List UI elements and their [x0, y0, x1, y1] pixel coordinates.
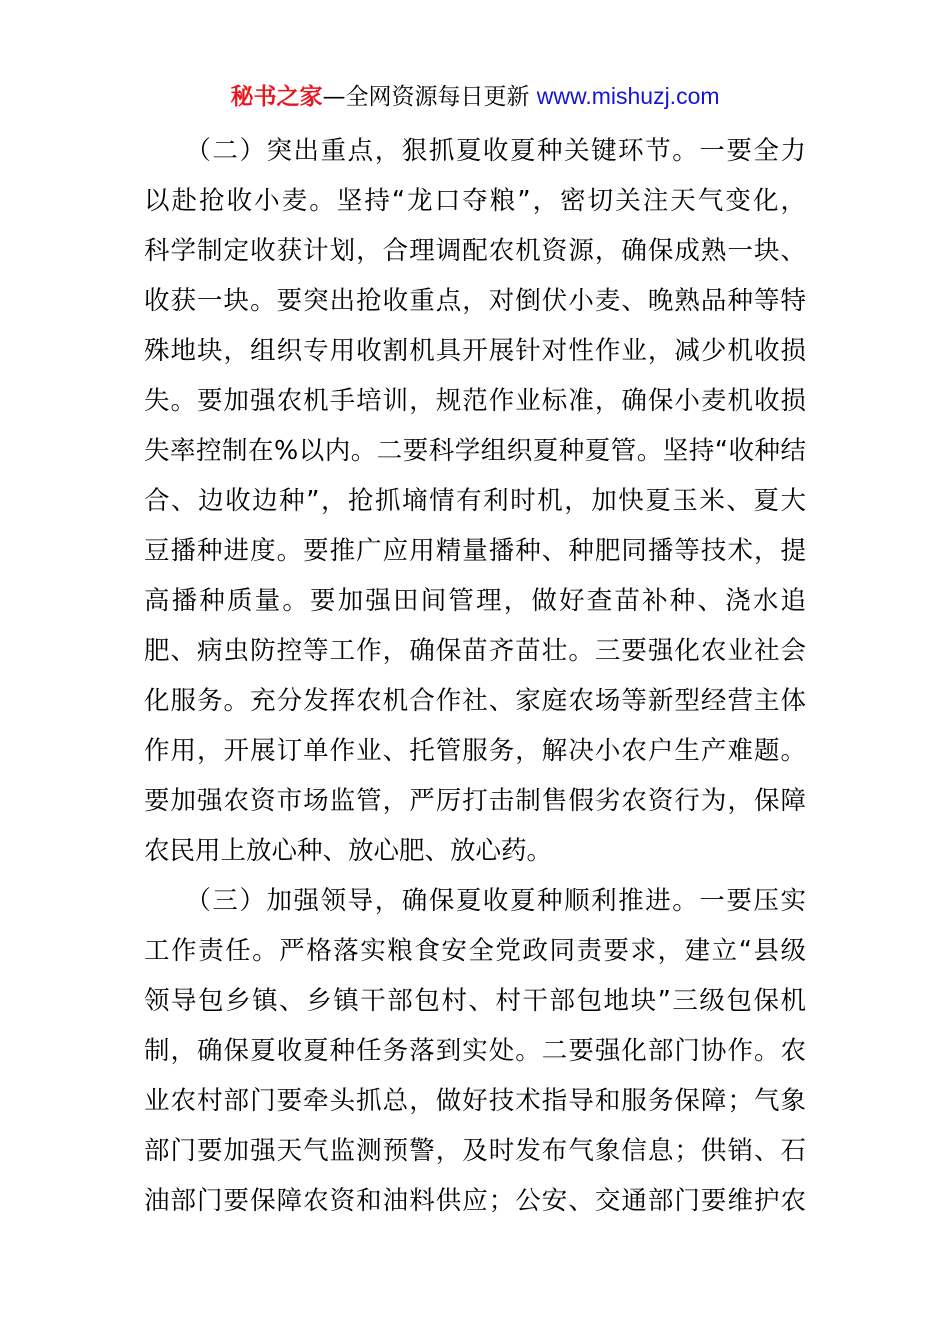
text-line: 部门要加强天气监测预警，及时发布气象信息；供销、石	[144, 1136, 806, 1166]
text-line: 领导包乡镇、乡镇干部包村、村干部包地块”三级包保机	[144, 986, 806, 1016]
text-line: 作用，开展订单作业、托管服务，解决小农户生产难题。	[144, 736, 806, 766]
text-line: 以赴抢收小麦。坚持“龙口夺粮”，密切关注天气变化，	[144, 186, 806, 216]
text-line: 科学制定收获计划，合理调配农机资源，确保成熟一块、	[144, 236, 806, 266]
document-body	[144, 126, 806, 1226]
header-tagline: —全网资源每日更新	[322, 84, 537, 110]
text-line: 失。要加强农机手培训，规范作业标准，确保小麦机收损	[144, 386, 806, 416]
text-line: 业农村部门要牵头抓总，做好技术指导和服务保障；气象	[144, 1086, 806, 1116]
text-line: 合、边收边种”，抢抓墒情有利时机，加快夏玉米、夏大	[144, 486, 806, 516]
site-url[interactable]: www.mishuzj.com	[536, 83, 720, 109]
text-line: （三）加强领导，确保夏收夏种顺利推进。一要压实	[144, 886, 806, 916]
text-line: 化服务。充分发挥农机合作社、家庭农场等新型经营主体	[144, 686, 806, 716]
text-line: 肥、病虫防控等工作，确保苗齐苗壮。三要强化农业社会	[144, 636, 806, 666]
text-line: 殊地块，组织专用收割机具开展针对性作业，减少机收损	[144, 336, 806, 366]
text-line: 收获一块。要突出抢收重点，对倒伏小麦、晚熟品种等特	[144, 286, 806, 316]
text-line: 要加强农资市场监管，严厉打击制售假劣农资行为，保障	[144, 786, 806, 816]
text-line: 豆播种进度。要推广应用精量播种、种肥同播等技术，提	[144, 536, 806, 566]
text-line: 油部门要保障农资和油料供应；公安、交通部门要维护农	[144, 1186, 806, 1216]
text-line: 失率控制在%以内。二要科学组织夏种夏管。坚持“收种结	[144, 436, 806, 466]
text-line: 高播种质量。要加强田间管理，做好查苗补种、浇水追	[144, 586, 806, 616]
text-line: 工作责任。严格落实粮食安全党政同责要求，建立“县级	[144, 936, 806, 966]
text-line-paragraph-end: 农民用上放心种、放心肥、放心药。	[144, 836, 553, 866]
brand-name: 秘书之家	[230, 84, 323, 110]
site-header	[0, 78, 950, 115]
text-line: 制，确保夏收夏种任务落到实处。二要强化部门协作。农	[144, 1036, 806, 1066]
text-line: （二）突出重点，狠抓夏收夏种关键环节。一要全力	[144, 136, 806, 166]
